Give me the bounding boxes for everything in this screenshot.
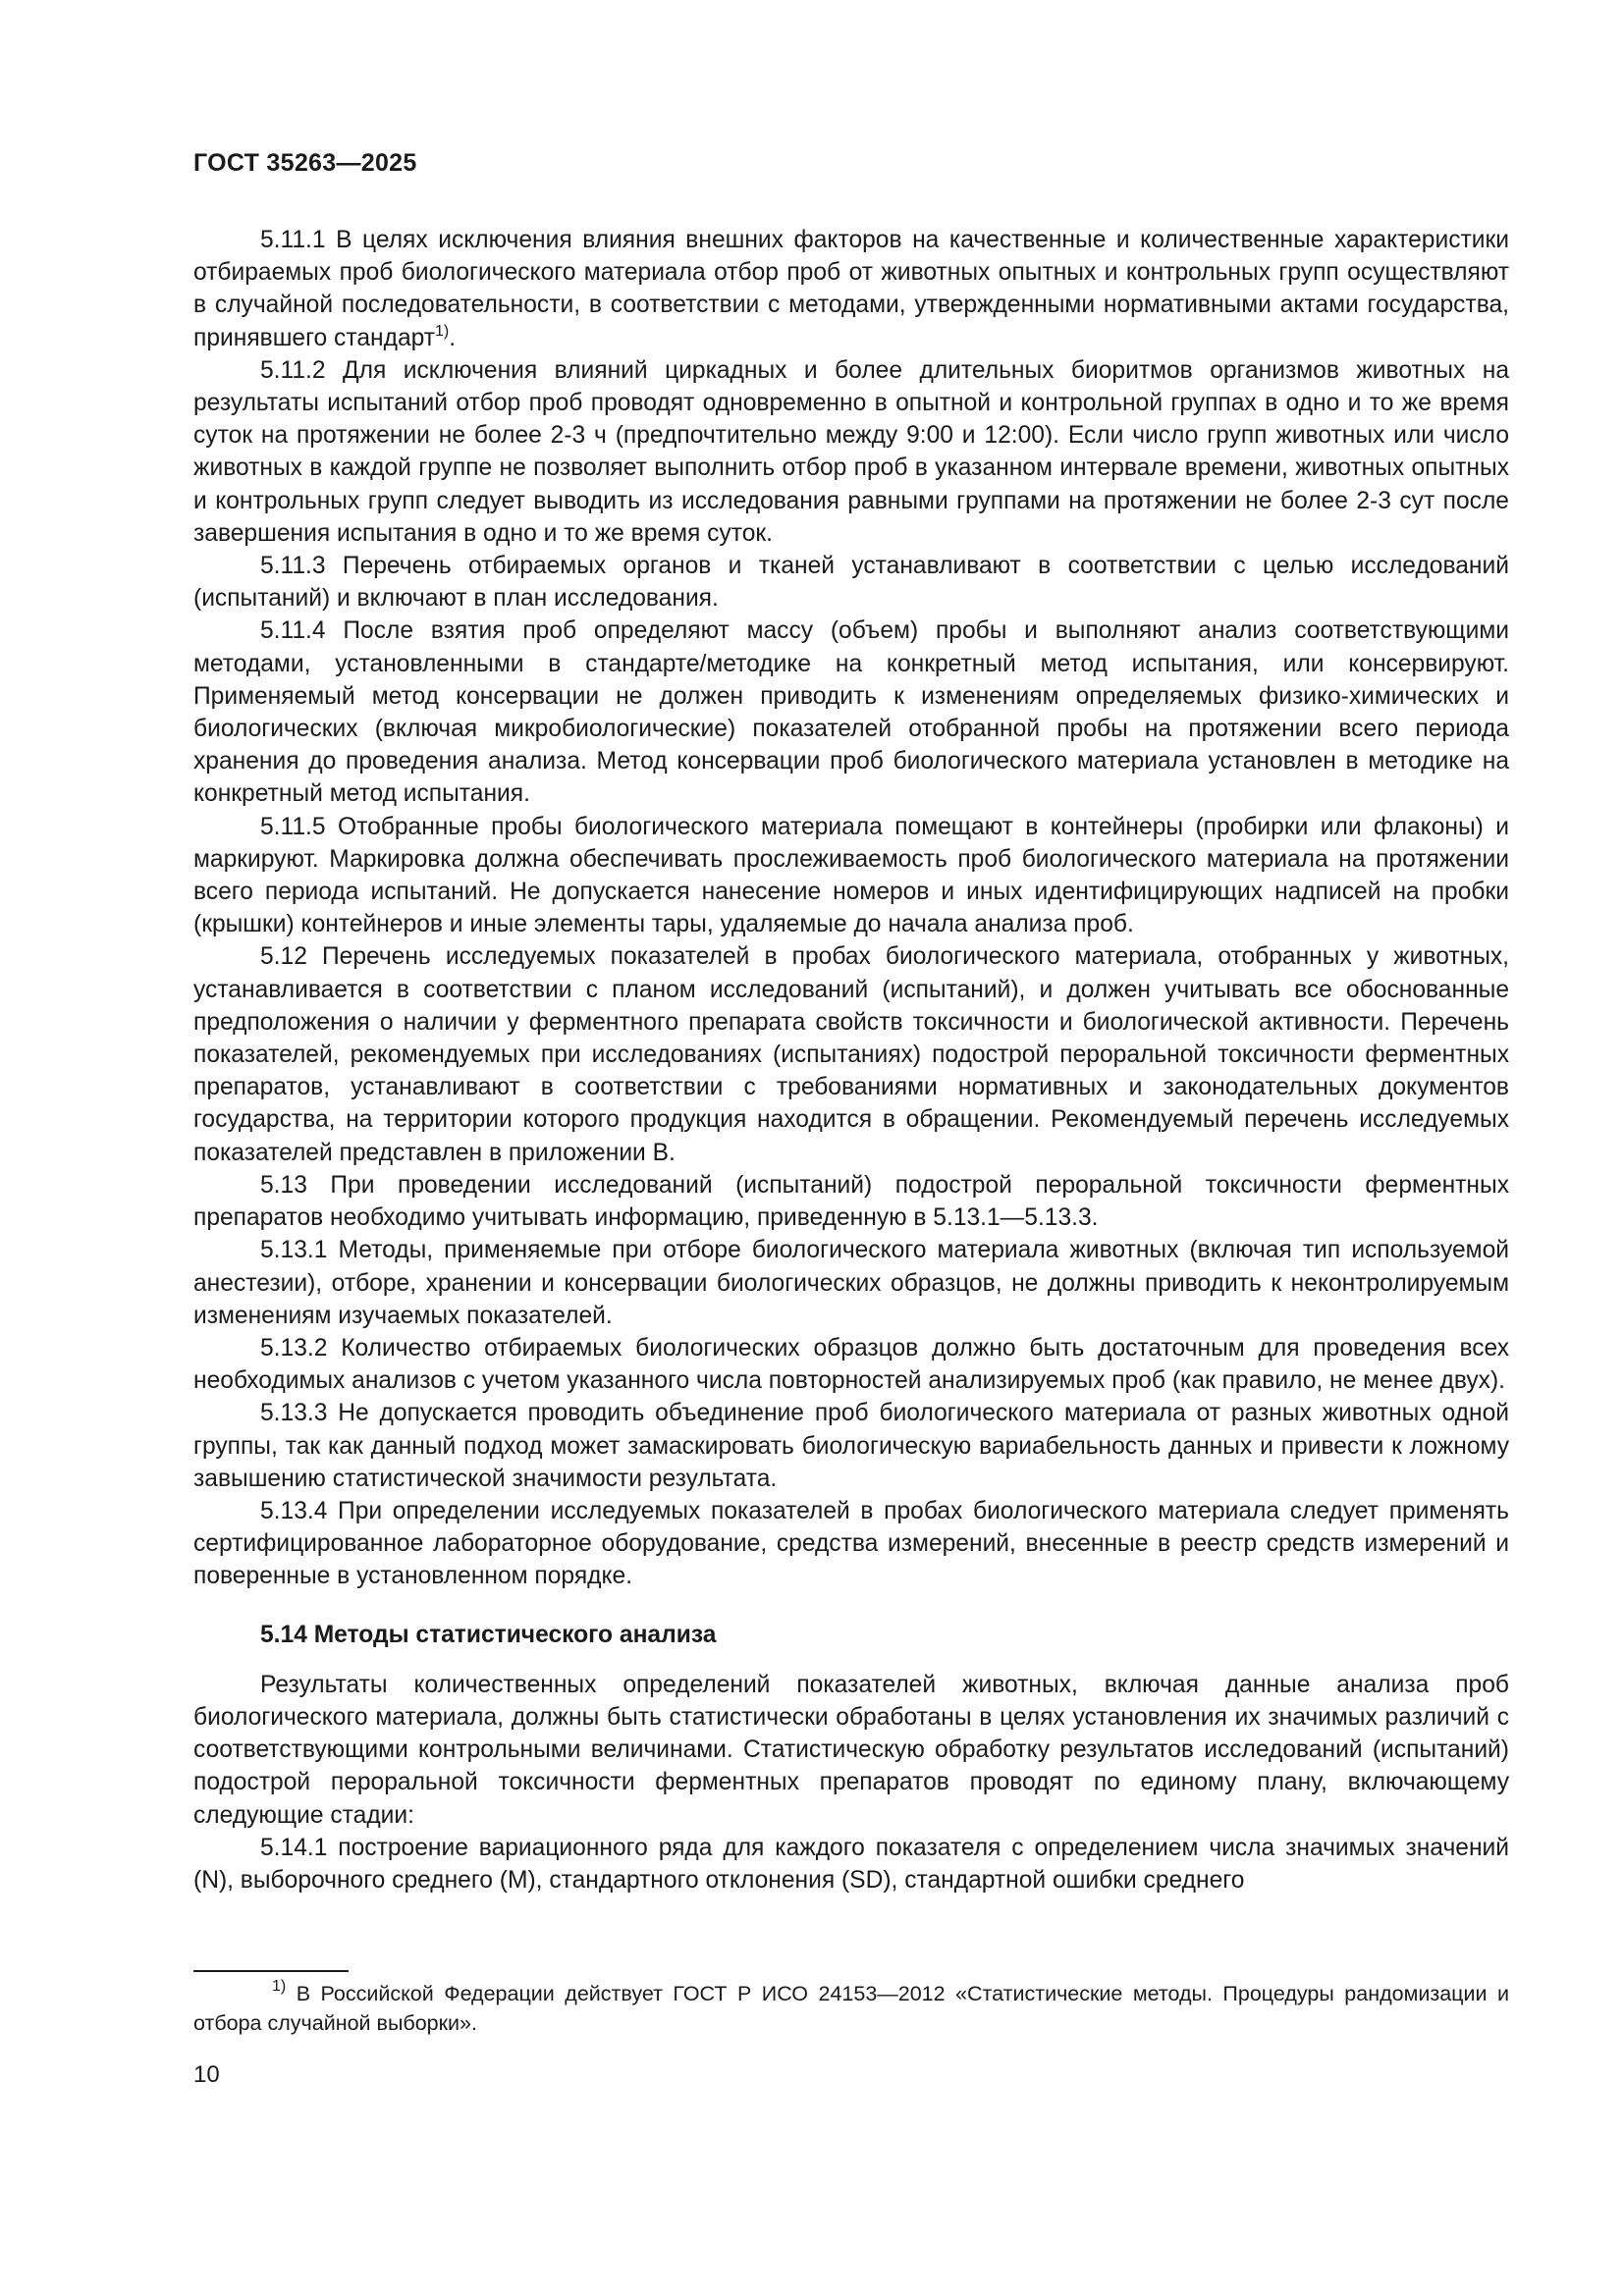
footnote [193, 1979, 1509, 2038]
paragraph-5-11-2: 5.11.2 Для исключения влияний циркадных и более длительных биоритмов организмов животных на результаты испытаний отбор проб проводят одновременно в опытной и контрольной группах в одно и то же время суток на протяжении не более 2-3 ч (предпочтительно между 9:00 и 12:00). Если число групп животных или число животных в каждой группе не позволяет выполнить отбор проб в указанном интервале времени, животных опытных и контрольных групп следует выводить из исследования равными группами на протяжении не более 2-3 сут после завершения испытания в одно и то же время суток. [193, 356, 1509, 547]
paragraph-5-13: 5.13 При проведении исследований (испытаний) подострой пероральной токсичности ферментных препаратов необходимо учитывать информацию, приведенную в 5.13.1—5.13.3. [193, 1171, 1509, 1232]
footnote-divider [193, 1970, 349, 1972]
footnote-reference[interactable]: 1) [435, 322, 450, 340]
paragraph-5-11-5: 5.11.5 Отобранные пробы биологического материала помещают в контейнеры (пробирки или флаконы) и маркируют. Маркировка должна обеспечивать прослеживаемость проб биологического материала на протяжении всего периода испытаний. Не допускается нанесение номеров и иных идентифицирующих надписей на пробки (крышки) контейнеров и иные элементы тары, удаляемые до начала анализа проб. [193, 813, 1509, 938]
section-heading-5-14: 5.14 Методы статистического анализа [260, 1621, 717, 1648]
paragraph-5-11-4: 5.11.4 После взятия проб определяют массу (объем) пробы и выполняют анализ соответствующими методами, установленными в стандарте/методике на конкретный метод испытания, или консервируют. Применяемый метод консервации не должен приводить к изменениям определяемых физико-химических и биологических (включая микробиологические) показателей отобранной пробы на протяжении всего периода хранения до проведения анализа. Метод консервации проб биологического материала установлен в методике на конкретный метод испытания. [193, 617, 1509, 808]
page-number: 10 [193, 2061, 220, 2088]
paragraph-5-11-1-end: . [449, 324, 457, 351]
footnote-paragraph [193, 1979, 1509, 2038]
footnote-marker: 1) [272, 1978, 287, 1995]
paragraph-5-14-intro: Результаты количественных определений показателей животных, включая данные анализа проб биологического материала, должны быть статистически обработаны в целях установления их значимых различий с соответствующими контрольными величинами. Статистическую обработку результатов исследований (испытаний) подострой пероральной токсичности ферментных препаратов проводят по единому плану, включающему следующие стадии: [193, 1671, 1509, 1829]
footnote-text: В Российской Федерации действует ГОСТ Р ИСО 24153—2012 «Статистические методы. Процедуры рандомизации и отбора случайной выборки». [193, 1982, 1509, 2035]
paragraph-5-11-1-text: 5.11.1 В целях исключения влияния внешних факторов на качественные и количественные характеристики отбираемых проб биологического материала отбор проб от животных опытных и контрольных групп осуществляют в случайной последовательности, в соответствии с методами, утвержденными нормативными актами государства, принявшего стандарт [193, 227, 1509, 351]
paragraph-5-13-2: 5.13.2 Количество отбираемых биологических образцов должно быть достаточным для проведения всех необходимых анализов с учетом указанного числа повторностей анализируемых проб (как правило, не менее двух). [193, 1334, 1509, 1395]
paragraph-5-13-1: 5.13.1 Методы, применяемые при отборе биологического материала животных (включая тип используемой анестезии), отборе, хранении и консервации биологических образцов, не должны приводить к неконтролируемым изменениям изучаемых показателей. [193, 1237, 1509, 1329]
page-header-doc-code: ГОСТ 35263—2025 [193, 149, 417, 177]
paragraph-5-13-3: 5.13.3 Не допускается проводить объединение проб биологического материала от разных животных одной группы, так как данный подход может замаскировать биологическую вариабельность данных и привести к ложному завышению статистической значимости результата. [193, 1400, 1509, 1492]
paragraph-5-11-3: 5.11.3 Перечень отбираемых органов и тканей устанавливают в соответствии с целью исследований (испытаний) и включают в план исследования. [193, 553, 1509, 613]
paragraph-5-14-1: 5.14.1 построение вариационного ряда для каждого показателя с определением числа значимых значений (N), выборочного среднего (M), стандартного отклонения (SD), стандартной ошибки среднего [193, 1834, 1509, 1894]
paragraph-5-11-1 [193, 224, 1509, 354]
main-text [193, 224, 1509, 1896]
paragraph-5-12: 5.12 Перечень исследуемых показателей в пробах биологического материала, отобранных у животных, устанавливается в соответствии с планом исследований (испытаний), и должен учитывать все обоснованные предположения о наличии у ферментного препарата свойств токсичности и биологической активности. Перечень показателей, рекомендуемых при исследованиях (испытаниях) подострой пероральной токсичности ферментных препаратов, устанавливают в соответствии с требованиями нормативных и законодательных документов государства, на территории которого продукция находится в обращении. Рекомендуемый перечень исследуемых показателей представлен в приложении В. [193, 943, 1509, 1166]
paragraph-5-13-4: 5.13.4 При определении исследуемых показателей в пробах биологического материала следует применять сертифицированное лабораторное оборудование, средства измерений, внесенные в реестр средств измерений и поверенные в установленном порядке. [193, 1497, 1509, 1590]
